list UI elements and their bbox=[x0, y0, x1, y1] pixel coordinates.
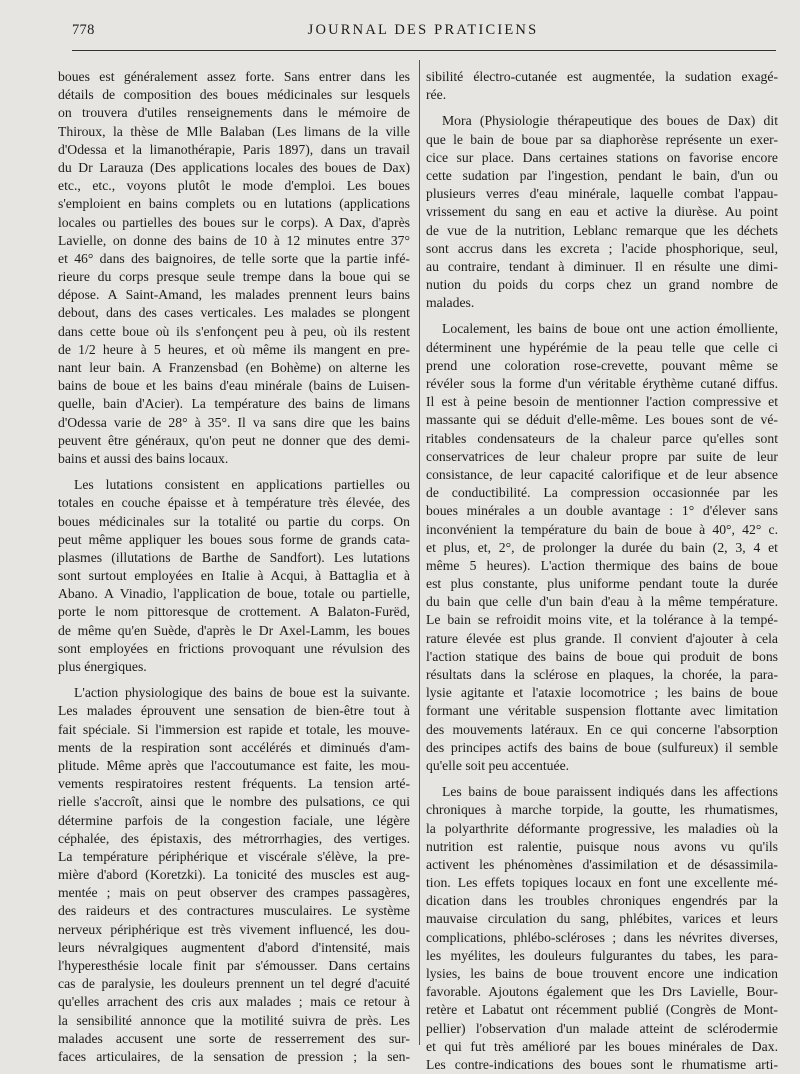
text-line: la sensibilité annonce que la motilité suivra de près. Les bbox=[58, 1012, 410, 1028]
text-line: leurs névralgiques augmentent d'abord d'intensité, mais bbox=[58, 939, 410, 955]
text-line: nution du poids du corps chez un grand nombre de bbox=[426, 277, 778, 293]
text-line: ments de la respiration sont accélérés et diminués d'am- bbox=[58, 739, 410, 755]
text-line: et 46° dans des baignoires, de telle sorte que la partie infé- bbox=[58, 250, 410, 266]
text-line: de 1/2 heure à 5 heures, et où même ils mangent en pre- bbox=[58, 341, 410, 357]
text-line: bains et aussi des bains locaux. bbox=[58, 450, 229, 466]
text-line: totales en couche épaisse et à température très élevée, des bbox=[58, 495, 410, 511]
text-line: et qui fut très amélioré par les boues minérales de Dax. bbox=[426, 1038, 778, 1054]
text-line: lysie agitante et l'ataxie locomotrice ; les bains de boue bbox=[426, 685, 778, 701]
text-line: Localement, les bains de boue ont une action émolliente, bbox=[442, 321, 778, 337]
text-line: tion. Les effets topiques locaux en font une excellente mé- bbox=[426, 875, 778, 891]
text-line: Lavielle, on donne des bains de 10 à 12 minutes entre 37° bbox=[58, 232, 410, 248]
text-line: peuvent être généraux, qu'on peut ne donner que des demi- bbox=[58, 432, 410, 448]
text-line: plus énergiques. bbox=[58, 659, 147, 674]
text-line: au contraire, tendant à diminuer. Il en résulte une dimi- bbox=[426, 258, 778, 274]
text-line: Les contre-indications des boues sont le rhumatisme arti- bbox=[426, 1056, 778, 1072]
text-line: plusieurs verres d'eau minérale, laquelle combat l'appau- bbox=[426, 186, 778, 202]
text-line: Les bains de boue paraissent indiqués dans les affections bbox=[442, 784, 778, 800]
text-line: nant leur bain. A Franzensbad (en Bohème) on alterne les bbox=[58, 360, 410, 375]
text-line: céphalée, des épistaxis, des métrorrhagies, des vertiges. bbox=[58, 830, 410, 846]
text-line: complications, phlébo-scléroses ; dans les névrites diverses, bbox=[426, 929, 778, 945]
text-line: L'action physiologique des bains de boue est la suivante. bbox=[74, 685, 410, 701]
text-line: vrissement du sang en eau et active la diurèse. Au point bbox=[426, 204, 778, 220]
text-line: pellier) l'observation d'un malade atteint de sclérodermie bbox=[426, 1020, 778, 1036]
text-line: est plus constante, plus uniforme pendant toute la durée bbox=[426, 576, 778, 592]
text-line: lysies, les bains de boue trouvent encore une indication bbox=[426, 966, 778, 981]
text-line: des principes actifs des bains de boue (sulfureux) il semble bbox=[426, 739, 778, 755]
text-line: retère et Labatut ont récemment publié (Congrès de Mont- bbox=[426, 1002, 778, 1018]
text-line: boues médicinales sur la totalité ou partie du corps. On bbox=[58, 513, 410, 529]
text-line: du bain que celle d'un bain d'eau à la même température. bbox=[426, 594, 778, 610]
column-divider bbox=[419, 60, 420, 1045]
text-line: et plus, et, 2°, de prolonger la durée du bain (2, 3, 4 et bbox=[426, 539, 778, 555]
text-line: des mouvements latéraux. En ce qui concerne l'absorption bbox=[426, 721, 778, 737]
text-line: activent les phénomènes d'assimilation et de désassimila- bbox=[426, 856, 778, 872]
text-line: des raideurs et des contractures musculaires. Le système bbox=[58, 903, 410, 919]
text-line: faces articulaires, de la sensation de pression ; la sen- bbox=[58, 1048, 410, 1064]
text-line: dépose. A Saint-Amand, les malades prennent leurs bains bbox=[58, 287, 410, 303]
text-line: rielle s'accroît, ainsi que le nombre des pulsations, ce qui bbox=[58, 794, 410, 810]
text-line: inconvénient la température du bain de boue à 40°, 42° c. bbox=[426, 521, 778, 537]
text-line: du Dr Larauza (Des applications locales des boues de Dax) bbox=[58, 159, 410, 175]
text-line: sont surtout employées en Italie à Acqui, à Battaglia et à bbox=[58, 568, 410, 584]
text-line: sont accrus dans les excreta ; l'acide phosphorique, seul, bbox=[426, 240, 778, 256]
right-column bbox=[426, 68, 778, 1074]
text-line: consistance, de leur capacité calorifique et de leur absence bbox=[426, 466, 778, 482]
text-line: quelle, bain d'Acier). La température des bains de limans bbox=[58, 396, 410, 412]
text-line: on trouvera d'utiles renseignements dans le mémoire de bbox=[58, 105, 410, 121]
text-line: sibilité électro-cutanée est augmentée, la sudation exagé- bbox=[426, 69, 778, 84]
text-line: cette sudation par l'ingestion, pendant le bain, d'un ou bbox=[426, 167, 778, 183]
text-line: résultats dans la sclérose en plaques, la chorée, la para- bbox=[426, 667, 778, 682]
text-line: qu'elle soit peu accentuée. bbox=[426, 757, 570, 773]
text-line: boues est généralement assez forte. Sans entrer dans les bbox=[58, 69, 410, 84]
text-line: ritables condensateurs de la chaleur parce qu'elles sont bbox=[426, 430, 778, 446]
text-line: massante qui se déduit d'elle-même. Les boues sont de vé- bbox=[426, 412, 778, 428]
text-line: peut même appliquer les boues sous forme de grands cata- bbox=[58, 531, 410, 547]
text-line: dication dans les troubles chroniques engendrés par la bbox=[426, 893, 778, 909]
text-line: fait spéciale. Si l'immersion est rapide et totale, les mouve- bbox=[58, 721, 410, 737]
text-line: l'hyperesthésie locale finit par s'émousser. Dans certains bbox=[58, 958, 410, 973]
text-line: malades accusent une sorte de resserrement des sur- bbox=[58, 1030, 410, 1046]
text-line: rieure du corps presque seule trempe dans la boue qui se bbox=[58, 269, 410, 285]
text-line: que le bain de boue par sa diaphorèse représente un exer- bbox=[426, 131, 778, 147]
text-line: porte le nom pittoresque de crottement. A Balaton-Furëd, bbox=[58, 604, 410, 620]
text-line: la polyarthrite déformante progressive, les maladies où la bbox=[426, 820, 778, 836]
text-line: rée. bbox=[426, 87, 447, 103]
text-line: malades. bbox=[426, 295, 475, 311]
text-line: dans cette boue où ils s'enfonçent peu à peu, où ils restent bbox=[58, 323, 410, 339]
left-column bbox=[58, 68, 410, 1066]
text-line: déterminent une hypérémie de la peau telle que celle ci bbox=[426, 339, 778, 355]
text-line: Le bain se refroidit moins vite, et la tolérance à la tempé- bbox=[426, 612, 778, 628]
text-line: Il est à peine besoin de mentionner l'action compressive et bbox=[426, 394, 778, 410]
text-line: bains de boue et les bains d'eau minérale (bains de Luisen- bbox=[58, 378, 410, 394]
page-header bbox=[70, 22, 776, 44]
text-line: locales ou partielles des boues sur le corps). A Dax, d'après bbox=[58, 214, 410, 230]
text-line: mentée ; mais on peut observer des crampes passagères, bbox=[58, 885, 410, 901]
text-line: de vue de la nutrition, Leblanc remarque que les déchets bbox=[426, 222, 778, 238]
text-line: les myélites, les douleurs fulgurantes du tabes, les para- bbox=[426, 947, 778, 963]
text-line: rature élevée est plus grande. Il convient d'ajouter à cela bbox=[426, 630, 778, 646]
text-line: Les lutations consistent en applications partielles ou bbox=[74, 477, 410, 493]
text-line: révéler sous la forme d'un véritable érythème cutané diffus. bbox=[426, 376, 778, 391]
text-line: mière d'abord (Koretzki). La tonicité des muscles est aug- bbox=[58, 867, 410, 883]
text-line: formant une véritable suspension flottante avec limitation bbox=[426, 703, 778, 719]
text-line: Thiroux, la thèse de Mlle Balaban (Les limans de la ville bbox=[58, 123, 410, 139]
text-line: etc., etc., voyons plutôt le mode d'emploi. Les boues bbox=[58, 178, 410, 194]
text-line: La température périphérique et viscérale s'élève, la pre- bbox=[58, 848, 410, 864]
journal-title: JOURNAL DES PRATICIENS bbox=[307, 22, 539, 38]
text-line: chroniques à marche torpide, la goutte, les rhumatismes, bbox=[426, 802, 778, 818]
text-line: d'Odessa varie de 28° à 35°. Il va sans dire que les bains bbox=[58, 414, 410, 430]
text-line: prend une coloration rose-crevette, pouvant même se bbox=[426, 357, 778, 373]
header-rule bbox=[72, 50, 776, 51]
text-line: qu'elles arrachent des cris aux malades ; mais ce retour à bbox=[58, 994, 410, 1010]
text-line: cas de paralysie, les douleurs prennent un tel degré d'acuité bbox=[58, 976, 410, 992]
text-line: nutrition est ralentie, puisque nous avons vu qu'ils bbox=[426, 838, 778, 854]
text-line: détermine parfois de la congestion faciale, une légère bbox=[58, 812, 410, 828]
page-number: 778 bbox=[72, 22, 95, 38]
text-line: d'Odessa et la limanothérapie, Paris 1897), dans un travail bbox=[58, 141, 410, 157]
text-line: de même qu'en Suède, d'après le Dr Axel-Lamm, les boues bbox=[58, 622, 410, 638]
text-line: Les malades éprouvent une sensation de bien-être tout à bbox=[58, 703, 410, 719]
text-line: plitude. Même après que l'accoutumance est faite, les mou- bbox=[58, 757, 410, 773]
text-line: détails de composition des boues médicinales sur lesquels bbox=[58, 87, 410, 103]
text-line: sont employées en frictions provoquant une révulsion des bbox=[58, 640, 410, 656]
text-line: boues minérales a un double avantage : 1° d'élever sans bbox=[426, 503, 778, 519]
text-line: conservatrices de leur chaleur propre par suite de leur bbox=[426, 448, 778, 464]
text-line: debout, dans des cases verticales. Les malades se plongent bbox=[58, 305, 410, 321]
text-line: Abano. A Vinadio, l'application de boue, totale ou partielle, bbox=[58, 586, 410, 602]
text-line: Mora (Physiologie thérapeutique des boues de Dax) dit bbox=[442, 113, 778, 129]
text-line: vements respiratoires restent fréquents. La tension arté- bbox=[58, 776, 410, 792]
text-line: nerveux périphérique est très vivement influencé, les dou- bbox=[58, 921, 410, 937]
text-line: mauvaise circulation du sang, phlébites, varices et leurs bbox=[426, 911, 778, 927]
text-line: s'emploient en bains complets ou en lutations (applications bbox=[58, 196, 410, 212]
text-line: de conductibilité. La compression occasionnée par les bbox=[426, 485, 778, 501]
text-line: même 5 heures). L'action thermique des bains de boue bbox=[426, 557, 778, 573]
text-line: cice sur place. Dans certaines stations on favorise encore bbox=[426, 149, 778, 165]
text-line: l'action statique des bains de boue qui produit de bons bbox=[426, 648, 778, 664]
text-line: plasmes (illutations de Barthe de Sandfort). Les lutations bbox=[58, 549, 410, 565]
text-line: favorable. Ajoutons également que les Drs Lavielle, Bour- bbox=[426, 984, 778, 1000]
